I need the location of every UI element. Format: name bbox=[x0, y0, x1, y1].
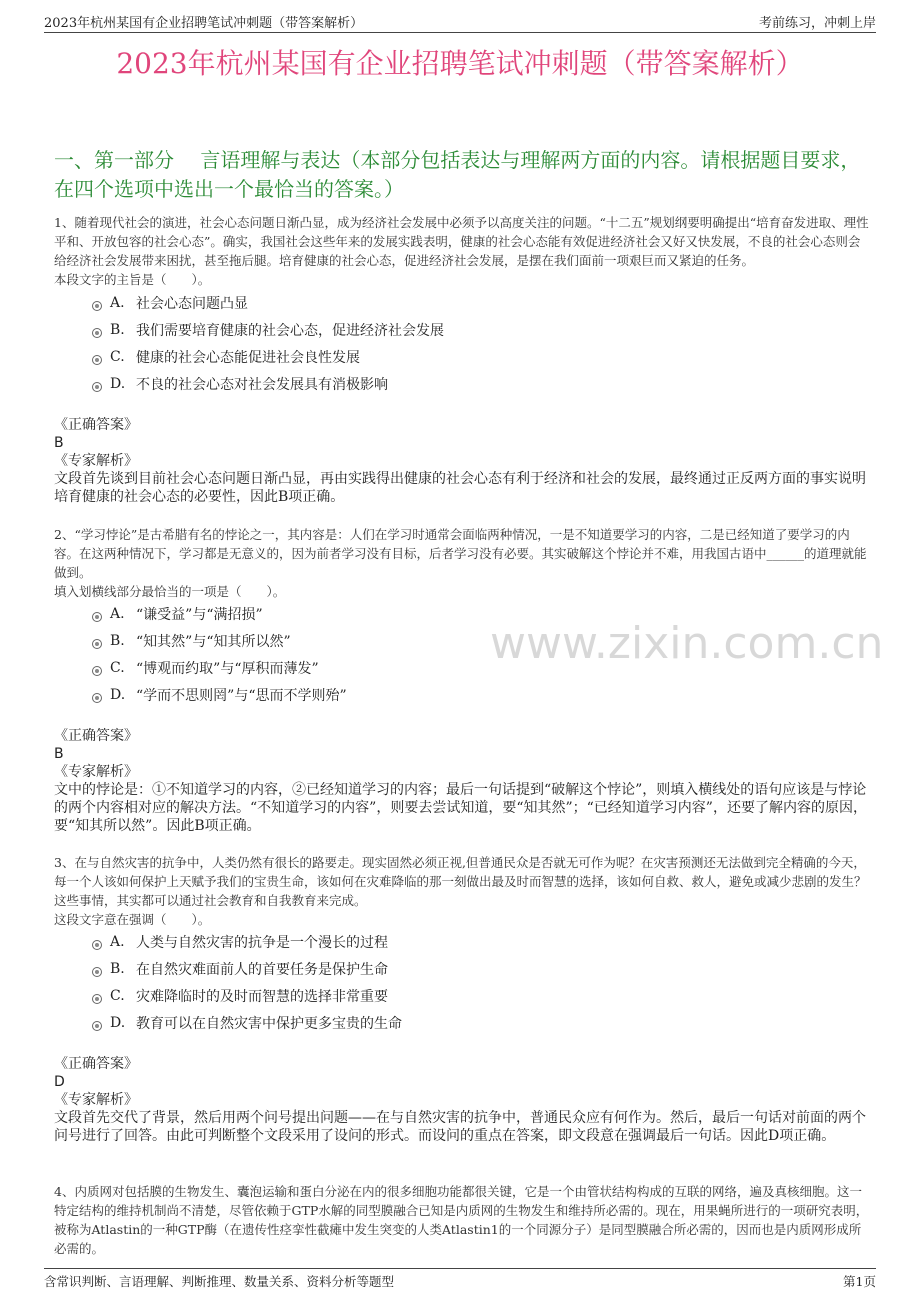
option-c[interactable] bbox=[92, 654, 347, 681]
option-text: 灾难降临时的及时而智慧的选择非常重要 bbox=[136, 988, 388, 1005]
option-text: 在自然灾难面前人的首要任务是保护生命 bbox=[136, 961, 388, 978]
page-number: 第1页 bbox=[843, 1274, 876, 1289]
option-letter: A. bbox=[110, 294, 125, 311]
option-text: “谦受益”与“满招损” bbox=[136, 606, 263, 623]
radio-icon[interactable] bbox=[92, 994, 102, 1004]
option-d[interactable] bbox=[92, 681, 347, 708]
question-3-options bbox=[92, 928, 402, 1036]
option-letter: C. bbox=[110, 987, 125, 1004]
option-a[interactable] bbox=[92, 928, 402, 955]
option-letter: A. bbox=[110, 933, 125, 950]
section-heading: 一、第一部分 言语理解与表达（本部分包括表达与理解两方面的内容。请根据题目要求，在四个选项中选出一个最恰当的答案。） bbox=[54, 148, 861, 201]
option-a[interactable] bbox=[92, 600, 347, 627]
question-3-text: 3、在与自然灾害的抗争中，人类仍然有很长的路要走。现实固然必须正视,但普通民众是否就无可作为呢？在灾害预测还无法做到完全精确的今天，每一个人该如何保护上天赋予我们的宝贵生命，该如何在灾难降临的那一刻做出最及时而智慧的选择，该如何自救、救人，避免或减少悲剧的发生？这些事情，其实都可以通过社会教育和自我教育来完成。 bbox=[54, 855, 867, 908]
explanation-label: 《专家解析》 bbox=[54, 453, 138, 469]
option-letter: B. bbox=[110, 321, 125, 338]
question-2-stem: 填入划横线部分最恰当的一项是（ ）。 bbox=[54, 584, 286, 599]
answer-label: 《正确答案》 bbox=[54, 1056, 138, 1072]
option-b[interactable] bbox=[92, 955, 402, 982]
question-4 bbox=[54, 1182, 869, 1258]
option-text: 我们需要培育健康的社会心态，促进经济社会发展 bbox=[136, 322, 444, 339]
radio-icon[interactable] bbox=[92, 1021, 102, 1031]
option-text: “知其然”与“知其所以然” bbox=[136, 633, 291, 650]
explanation-label: 《专家解析》 bbox=[54, 764, 138, 780]
radio-icon[interactable] bbox=[92, 328, 102, 338]
header-slogan: 考前练习，冲刺上岸 bbox=[758, 16, 876, 31]
question-2-options bbox=[92, 600, 347, 708]
footer-note: 含常识判断、言语理解、判断推理、数量关系、资料分析等题型 bbox=[44, 1274, 395, 1289]
question-1-answer bbox=[54, 416, 869, 506]
page-header bbox=[44, 12, 876, 33]
option-letter: C. bbox=[110, 659, 125, 676]
option-text: 不良的社会心态对社会发展具有消极影响 bbox=[136, 376, 388, 393]
radio-icon[interactable] bbox=[92, 967, 102, 977]
option-text: 社会心态问题凸显 bbox=[136, 295, 248, 312]
option-text: “学而不思则罔”与“思而不学则殆” bbox=[136, 687, 347, 704]
option-letter: D. bbox=[110, 1014, 126, 1031]
option-letter: C. bbox=[110, 348, 125, 365]
option-letter: A. bbox=[110, 605, 125, 622]
option-c[interactable] bbox=[92, 343, 444, 370]
question-3-stem: 这段文字意在强调（ ）。 bbox=[54, 912, 211, 927]
option-text: 人类与自然灾害的抗争是一个漫长的过程 bbox=[136, 934, 388, 951]
question-3-answer bbox=[54, 1055, 869, 1145]
option-b[interactable] bbox=[92, 627, 347, 654]
radio-icon[interactable] bbox=[92, 355, 102, 365]
header-doc-title: 2023年杭州某国有企业招聘笔试冲刺题（带答案解析） bbox=[44, 16, 364, 31]
question-4-text: 4、内质网对包括膜的生物发生、囊泡运输和蛋白分泌在内的很多细胞功能都很关键，它是一个由管状结构构成的互联的网络，遍及真核细胞。这一特定结构的维持机制尚不清楚，尽管依赖于GTP水解的同型膜融合已知是内质网的生物发生和维持所必需的。现在，用果蝇所进行的一项研究表明，被称为Atlastin的一种GTP酶（在遗传性痉挛性截瘫中发生突变的人类Atlastin1的一个同源分子）是同型膜融合所必需的，因而也是内质网形成所必需的。 bbox=[54, 1184, 869, 1256]
question-1 bbox=[54, 213, 869, 289]
option-a[interactable] bbox=[92, 289, 444, 316]
option-text: “博观而约取”与“厚积而薄发” bbox=[136, 660, 319, 677]
option-b[interactable] bbox=[92, 316, 444, 343]
option-text: 健康的社会心态能促进社会良性发展 bbox=[136, 349, 360, 366]
question-3 bbox=[54, 853, 869, 929]
answer-label: 《正确答案》 bbox=[54, 417, 138, 433]
radio-icon[interactable] bbox=[92, 301, 102, 311]
page-footer bbox=[44, 1268, 876, 1294]
option-c[interactable] bbox=[92, 982, 402, 1009]
explanation-text: 文中的悖论是：①不知道学习的内容，②已经知道学习的内容；最后一句话提到“破解这个悖论”，则填入横线处的语句应该是与悖论的两个内容相对应的解决方法。“不知道学习的内容”，则要去尝试知道，要“知其然”；“已经知道学习内容”，还要了解内容的原因，要“知其所以然”。因此B项正确。 bbox=[54, 782, 867, 834]
question-2 bbox=[54, 525, 869, 601]
question-1-options bbox=[92, 289, 444, 397]
radio-icon[interactable] bbox=[92, 693, 102, 703]
option-text: 教育可以在自然灾害中保护更多宝贵的生命 bbox=[136, 1015, 402, 1032]
radio-icon[interactable] bbox=[92, 940, 102, 950]
option-d[interactable] bbox=[92, 1009, 402, 1036]
option-letter: B. bbox=[110, 632, 125, 649]
option-letter: B. bbox=[110, 960, 125, 977]
radio-icon[interactable] bbox=[92, 639, 102, 649]
document-title: 2023年杭州某国有企业招聘笔试冲刺题（带答案解析） bbox=[116, 47, 804, 80]
question-2-answer bbox=[54, 727, 869, 835]
question-1-text: 1、随着现代社会的演进，社会心态问题日渐凸显，成为经济社会发展中必须予以高度关注的问题。“十二五”规划纲要明确提出“培育奋发进取、理性平和、开放包容的社会心态”。确实，我国社会这些年来的发展实践表明，健康的社会心态能有效促进经济社会又好又快发展，不良的社会心态则会给经济社会发展带来困扰，甚至拖后腿。培育健康的社会心态，促进经济社会发展，是摆在我们面前一项艰巨而又紧迫的任务。 bbox=[54, 215, 869, 268]
answer-label: 《正确答案》 bbox=[54, 728, 138, 744]
explanation-label: 《专家解析》 bbox=[54, 1092, 138, 1108]
question-1-stem: 本段文字的主旨是（ ）。 bbox=[54, 272, 211, 287]
question-2-text: 2、“学习悖论”是古希腊有名的悖论之一，其内容是：人们在学习时通常会面临两种情况，一是不知道要学习的内容，二是已经知道了要学习的内容。在这两种情况下，学习都是无意义的，因为前者学习没有目标，后者学习没有必要。其实破解这个悖论并不难，用我国古语中______的道理就能做到。 bbox=[54, 527, 867, 580]
option-d[interactable] bbox=[92, 370, 444, 397]
radio-icon[interactable] bbox=[92, 666, 102, 676]
explanation-text: 文段首先交代了背景，然后用两个问号提出问题——在与自然灾害的抗争中，普通民众应有何作为。然后，最后一句话对前面的两个问号进行了回答。由此可判断整个文段采用了设问的形式。而设问的重点在答案，即文段意在强调最后一句话。因此D项正确。 bbox=[54, 1110, 866, 1144]
radio-icon[interactable] bbox=[92, 382, 102, 392]
answer-value: D bbox=[54, 1074, 65, 1090]
answer-value: B bbox=[54, 746, 64, 762]
explanation-text: 文段首先谈到目前社会心态问题日渐凸显，再由实践得出健康的社会心态有利于经济和社会的发展，最终通过正反两方面的事实说明培育健康的社会心态的必要性，因此B项正确。 bbox=[54, 471, 866, 505]
radio-icon[interactable] bbox=[92, 612, 102, 622]
watermark: www.zixin.com.cn bbox=[490, 618, 884, 669]
answer-value: B bbox=[54, 435, 64, 451]
option-letter: D. bbox=[110, 375, 126, 392]
option-letter: D. bbox=[110, 686, 126, 703]
